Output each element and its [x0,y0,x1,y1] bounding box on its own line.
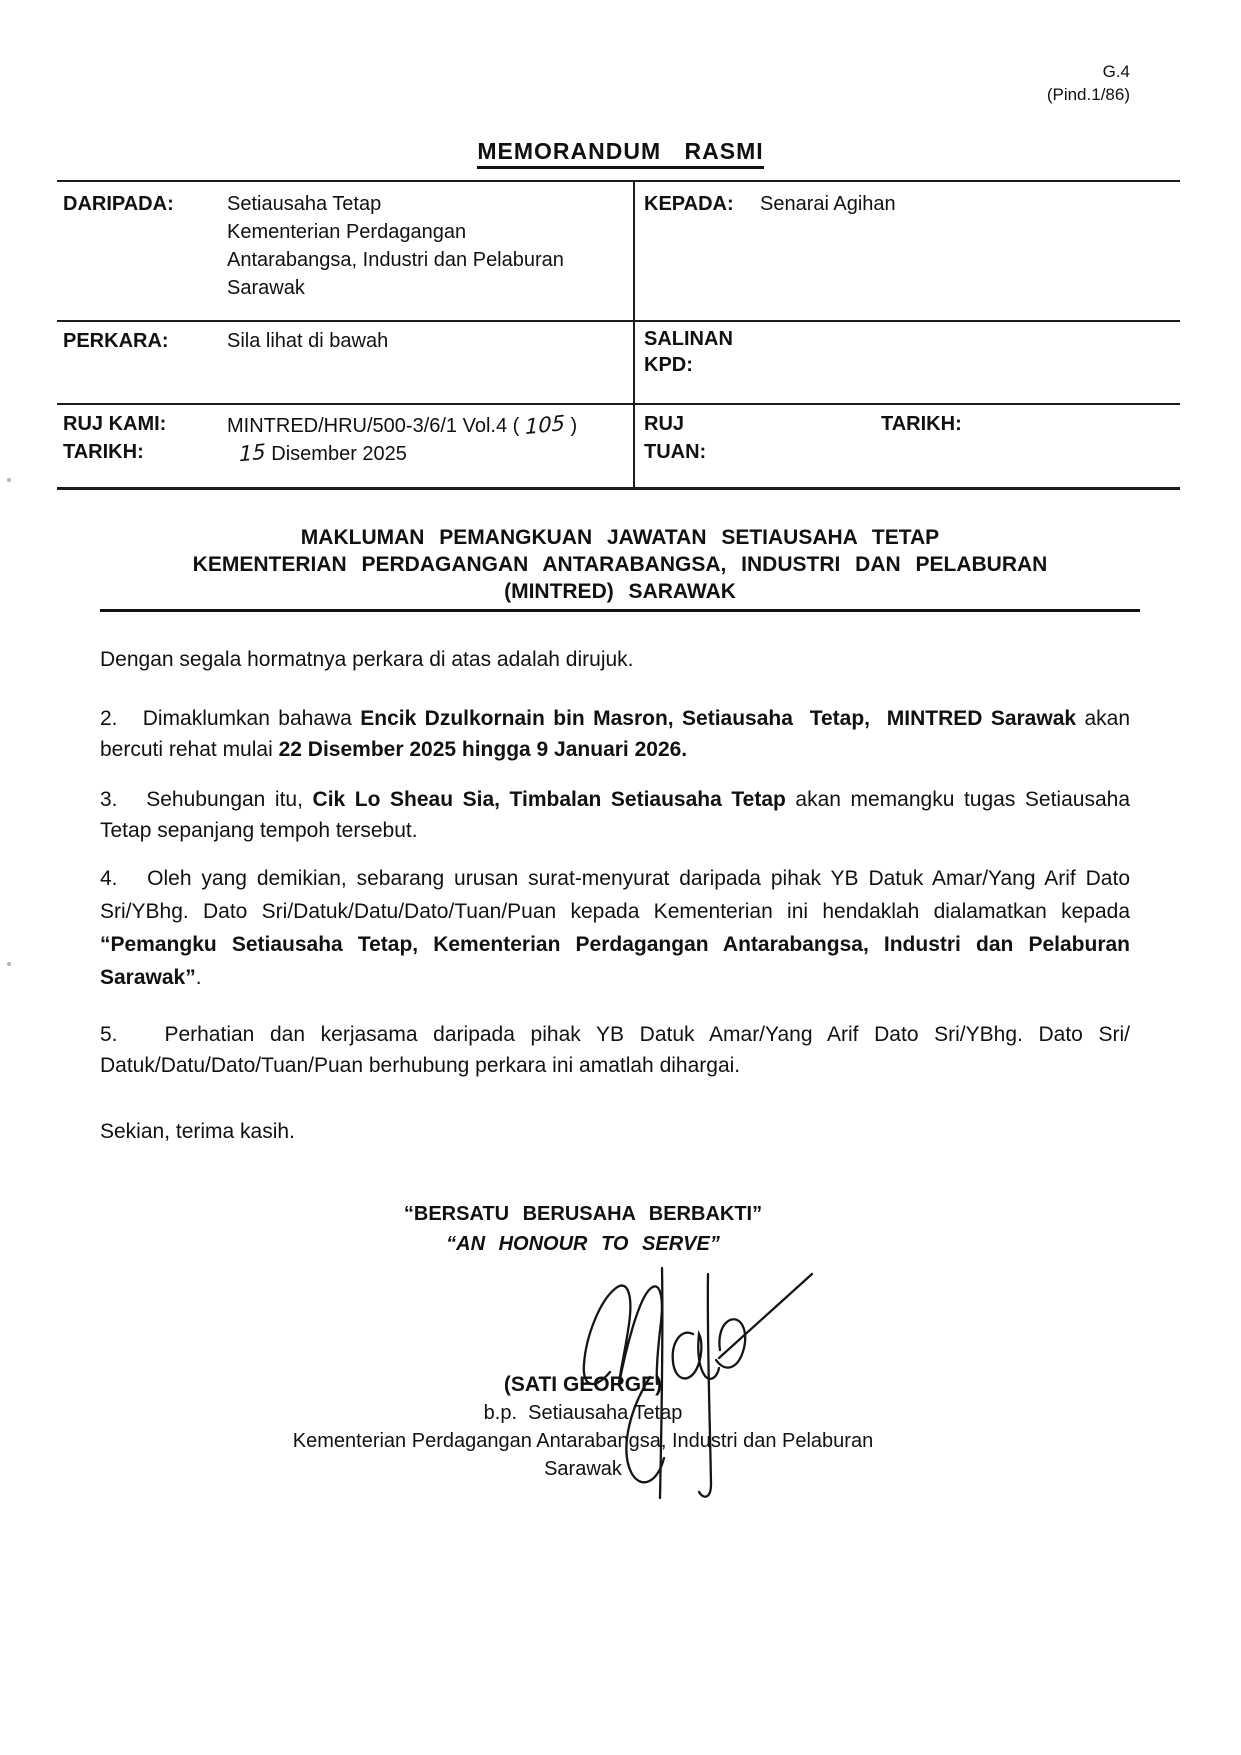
subject-line1: MAKLUMAN PEMANGKUAN JAWATAN SETIAUSAHA TETAP [300,526,940,549]
field-ruj-kami-value [227,410,578,440]
subject-line3: (MINTRED) SARAWAK [504,580,736,603]
field-perkara-value: Sila lihat di bawah [227,330,389,352]
field-tarikh-value [239,441,407,466]
table-row-divider-2 [57,403,1180,405]
field-ruj-tuan-label-line2: TUAN: [644,441,707,463]
signatory-on-behalf: b.p. Setiausaha Tetap [483,1402,683,1424]
field-daripada-label: DARIPADA: [63,193,174,215]
field-tarikh-right-label: TARIKH: [881,413,962,435]
subject-line2: KEMENTERIAN PERDAGANGAN ANTARABANGSA, INDUSTRI DAN PELABURAN [192,553,1048,576]
signatory-name: (SATI GEORGE) [503,1373,663,1396]
paragraph-5: 5. Perhatian dan kerjasama daripada pihak YB Datuk Amar/Yang Arif Dato Sri/YBhg. Dato Sri/ Datuk/Datu/Dato/Tuan/Puan berhubung perkara ini amatlah dihargai. [100,1023,1130,1077]
motto-malay: “BERSATU BERUSAHA BERBAKTI” [403,1203,763,1225]
subject-underline [100,609,1140,612]
motto-english: “AN HONOUR TO SERVE” [446,1233,720,1255]
ruj-kami-handwritten-number: 105 [524,410,565,440]
field-ruj-kami-label: RUJ KAMI: [63,413,167,435]
paragraph-4: 4. Oleh yang demikian, sebarang urusan surat-menyurat daripada pihak YB Datuk Amar/Yang Arif Dato Sri/YBhg. Dato Sri/Datuk/Datu/Dato/Tuan/Puan kepada Kementerian ini hendaklah dialamatkan kepada “Pemangku Setiausaha Tetap, Kementerian Perdagangan Antarabangsa, Industri dan Pelaburan Sarawak”. [100,867,1130,989]
paragraph-2: 2. Dimaklumkan bahawa Encik Dzulkornain bin Masron, Setiausaha Tetap, MINTRED Sarawak akan bercuti rehat mulai 22 Disember 2025 hingga 9 Januari 2026. [100,707,1130,761]
form-reference [930,60,1130,106]
signatory-state: Sarawak [544,1458,622,1480]
field-daripada-line2: Kementerian Perdagangan [227,221,467,243]
scan-speck [7,478,11,482]
signatory-ministry: Kementerian Perdagangan Antarabangsa, Industri dan Pelaburan [292,1430,874,1452]
page-title-text: MEMORANDUM RASMI [477,138,763,169]
signature-a-loop [673,1333,719,1379]
ruj-kami-printed-prefix: MINTRED/HRU/500-3/6/1 Vol.4 ( [227,415,525,437]
paragraph-3: 3. Sehubungan itu, Cik Lo Sheau Sia, Timbalan Setiausaha Tetap akan memangku tugas Setiausaha Tetap sepanjang tempoh tersebut. [100,788,1130,842]
field-daripada-line4: Sarawak [227,277,305,299]
field-daripada-line3: Antarabangsa, Industri dan Pelaburan [227,249,564,271]
table-row-divider-1 [57,320,1180,322]
paragraph-salutation: Dengan segala hormatnya perkara di atas adalah dirujuk. [100,648,634,671]
tarikh-handwritten-day: 15 [239,439,266,467]
ruj-kami-printed-suffix: ) [564,415,578,437]
page-title [0,138,1241,165]
field-kepada-label: KEPADA: [644,193,734,215]
field-daripada-line1: Setiausaha Tetap [227,193,382,215]
field-tarikh-label: TARIKH: [63,441,144,463]
signature-loop-stroke [584,1286,662,1384]
paragraph-closing: Sekian, terima kasih. [100,1120,295,1143]
subject-heading [100,524,1140,605]
form-code: G.4 [1102,62,1130,81]
table-border-top [57,180,1180,182]
field-kepada-value: Senarai Agihan [760,193,896,215]
field-salinan-label-line2: KPD: [644,354,693,376]
scan-speck [7,962,11,966]
signature-flourish [719,1274,812,1358]
field-ruj-tuan-label-line1: RUJ [644,413,685,435]
field-salinan-label-line1: SALINAN [644,328,733,350]
form-revision: (Pind.1/86) [1046,85,1130,104]
table-border-bottom [57,487,1180,490]
memo-header-table [57,180,1180,490]
tarikh-printed-month-year: Disember 2025 [265,443,407,465]
signature-p-bowl [716,1319,745,1367]
table-column-divider [633,180,635,490]
field-perkara-label: PERKARA: [63,330,169,352]
